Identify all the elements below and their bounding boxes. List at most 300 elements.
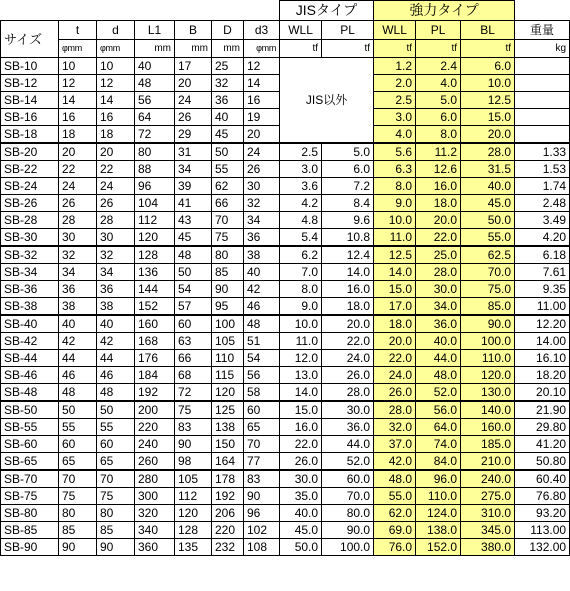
cell-strong-wll: 42.0 [374, 453, 416, 471]
table-row [1, 212, 570, 229]
cell-weight: 76.80 [515, 488, 570, 505]
cell-jis-pl: 30.0 [322, 401, 374, 419]
cell-strong-pl: 96.0 [416, 470, 461, 488]
table-row [1, 470, 570, 488]
unit-d: φmm [97, 40, 135, 58]
cell-size: SB-80 [1, 505, 59, 522]
cell-weight: 20.10 [515, 384, 570, 402]
cell-strong-wll: 6.3 [374, 161, 416, 178]
table-row [1, 143, 570, 161]
cell-jis-pl: 70.0 [322, 488, 374, 505]
cell-big-d: 70 [212, 212, 244, 229]
cell-weight: 1.53 [515, 161, 570, 178]
cell-strong-pl: 34.0 [416, 298, 461, 316]
cell-jis-pl: 6.0 [322, 161, 374, 178]
cell-size: SB-26 [1, 195, 59, 212]
cell-t: 24 [59, 178, 97, 195]
cell-size: SB-34 [1, 264, 59, 281]
cell-jis-pl: 18.0 [322, 298, 374, 316]
cell-strong-pl: 138.0 [416, 522, 461, 539]
cell-strong-pl: 74.0 [416, 436, 461, 453]
cell-jis-wll: 45.0 [280, 522, 322, 539]
cell-strong-pl: 56.0 [416, 401, 461, 419]
cell-strong-bl: 100.0 [461, 333, 515, 350]
cell-strong-pl: 110.0 [416, 488, 461, 505]
cell-strong-bl: 62.5 [461, 246, 515, 264]
cell-strong-bl: 210.0 [461, 453, 515, 471]
col-header-l1: L1 [135, 21, 175, 40]
cell-l1: 360 [135, 539, 175, 556]
cell-big-d: 232 [212, 539, 244, 556]
cell-weight: 1.74 [515, 178, 570, 195]
cell-d3: 60 [244, 401, 280, 419]
cell-t: 30 [59, 229, 97, 247]
cell-big-d: 85 [212, 264, 244, 281]
cell-b: 60 [175, 315, 212, 333]
cell-b: 31 [175, 143, 212, 161]
cell-big-d: 138 [212, 419, 244, 436]
cell-l1: 220 [135, 419, 175, 436]
cell-jis-wll: 26.0 [280, 453, 322, 471]
cell-jis-wll: 4.8 [280, 212, 322, 229]
table-row [1, 350, 570, 367]
cell-jis-pl: 100.0 [322, 539, 374, 556]
cell-t: 70 [59, 470, 97, 488]
cell-d: 32 [97, 246, 135, 264]
cell-jis-wll: 2.5 [280, 143, 322, 161]
cell-weight: 1.33 [515, 143, 570, 161]
cell-b: 98 [175, 453, 212, 471]
cell-big-d: 45 [212, 126, 244, 144]
unit-header-row [1, 40, 570, 58]
cell-b: 90 [175, 436, 212, 453]
cell-jis-wll: 40.0 [280, 505, 322, 522]
cell-t: 26 [59, 195, 97, 212]
cell-l1: 260 [135, 453, 175, 471]
cell-t: 14 [59, 92, 97, 109]
cell-l1: 72 [135, 126, 175, 144]
table-row [1, 178, 570, 195]
cell-jis-wll: 50.0 [280, 539, 322, 556]
cell-d: 10 [97, 58, 135, 75]
cell-l1: 120 [135, 229, 175, 247]
cell-d3: 96 [244, 505, 280, 522]
cell-b: 39 [175, 178, 212, 195]
cell-weight: 132.00 [515, 539, 570, 556]
cell-weight: 93.20 [515, 505, 570, 522]
strong-type-header: 強力タイプ [374, 1, 515, 21]
cell-d: 26 [97, 195, 135, 212]
cell-size: SB-14 [1, 92, 59, 109]
cell-jis-pl: 14.0 [322, 264, 374, 281]
cell-big-d: 25 [212, 58, 244, 75]
cell-d3: 12 [244, 58, 280, 75]
cell-d: 90 [97, 539, 135, 556]
cell-d3: 30 [244, 178, 280, 195]
col-header-jis-pl: PL [322, 21, 374, 40]
cell-strong-wll: 8.0 [374, 178, 416, 195]
cell-d: 55 [97, 419, 135, 436]
cell-d: 46 [97, 367, 135, 384]
jis-type-header: JISタイプ [280, 1, 374, 21]
cell-b: 63 [175, 333, 212, 350]
col-header-weight: 重量 [515, 21, 570, 40]
cell-weight: 29.80 [515, 419, 570, 436]
cell-strong-wll: 9.0 [374, 195, 416, 212]
cell-size: SB-85 [1, 522, 59, 539]
cell-weight: 50.80 [515, 453, 570, 471]
cell-jis-pl: 9.6 [322, 212, 374, 229]
cell-jis-wll: 14.0 [280, 384, 322, 402]
cell-strong-bl: 40.0 [461, 178, 515, 195]
cell-size: SB-16 [1, 109, 59, 126]
cell-t: 40 [59, 315, 97, 333]
cell-d3: 19 [244, 109, 280, 126]
cell-jis-wll: 4.2 [280, 195, 322, 212]
cell-size: SB-70 [1, 470, 59, 488]
cell-big-d: 55 [212, 161, 244, 178]
table-row [1, 401, 570, 419]
cell-jis-wll: 10.0 [280, 315, 322, 333]
table-row [1, 229, 570, 247]
cell-strong-wll: 76.0 [374, 539, 416, 556]
cell-strong-bl: 90.0 [461, 315, 515, 333]
cell-t: 46 [59, 367, 97, 384]
cell-t: 20 [59, 143, 97, 161]
table-row [1, 264, 570, 281]
cell-d: 48 [97, 384, 135, 402]
cell-d3: 58 [244, 384, 280, 402]
cell-b: 50 [175, 264, 212, 281]
cell-d: 85 [97, 522, 135, 539]
cell-big-d: 206 [212, 505, 244, 522]
cell-strong-wll: 62.0 [374, 505, 416, 522]
cell-strong-wll: 11.0 [374, 229, 416, 247]
table-row [1, 436, 570, 453]
cell-d: 14 [97, 92, 135, 109]
cell-d: 30 [97, 229, 135, 247]
cell-strong-pl: 4.0 [416, 75, 461, 92]
cell-strong-pl: 11.2 [416, 143, 461, 161]
cell-d3: 24 [244, 143, 280, 161]
cell-strong-wll: 5.6 [374, 143, 416, 161]
cell-strong-wll: 18.0 [374, 315, 416, 333]
cell-strong-bl: 31.5 [461, 161, 515, 178]
table-row [1, 58, 570, 75]
table-row [1, 419, 570, 436]
cell-strong-bl: 275.0 [461, 488, 515, 505]
cell-t: 48 [59, 384, 97, 402]
cell-strong-wll: 32.0 [374, 419, 416, 436]
cell-size: SB-18 [1, 126, 59, 144]
col-header-jis-wll: WLL [280, 21, 322, 40]
cell-jis-wll: 9.0 [280, 298, 322, 316]
cell-jis-pl: 12.4 [322, 246, 374, 264]
cell-weight [515, 75, 570, 92]
cell-d3: 46 [244, 298, 280, 316]
table-row [1, 333, 570, 350]
cell-jis-wll: 22.0 [280, 436, 322, 453]
cell-l1: 104 [135, 195, 175, 212]
cell-d: 70 [97, 470, 135, 488]
cell-l1: 136 [135, 264, 175, 281]
cell-size: SB-46 [1, 367, 59, 384]
cell-strong-bl: 140.0 [461, 401, 515, 419]
cell-b: 66 [175, 350, 212, 367]
cell-big-d: 178 [212, 470, 244, 488]
cell-size: SB-60 [1, 436, 59, 453]
cell-strong-wll: 12.5 [374, 246, 416, 264]
cell-jis-pl: 60.0 [322, 470, 374, 488]
cell-size: SB-22 [1, 161, 59, 178]
cell-d: 42 [97, 333, 135, 350]
cell-jis-wll: 15.0 [280, 401, 322, 419]
cell-strong-pl: 25.0 [416, 246, 461, 264]
cell-weight: 9.35 [515, 281, 570, 298]
cell-strong-pl: 5.0 [416, 92, 461, 109]
unit-big-d: mm [212, 40, 244, 58]
cell-d3: 26 [244, 161, 280, 178]
cell-strong-bl: 45.0 [461, 195, 515, 212]
cell-jis-wll: 3.0 [280, 161, 322, 178]
cell-big-d: 105 [212, 333, 244, 350]
cell-big-d: 120 [212, 384, 244, 402]
cell-b: 45 [175, 229, 212, 247]
cell-weight: 14.00 [515, 333, 570, 350]
cell-big-d: 192 [212, 488, 244, 505]
cell-weight: 3.49 [515, 212, 570, 229]
cell-b: 112 [175, 488, 212, 505]
cell-d3: 42 [244, 281, 280, 298]
cell-strong-pl: 6.0 [416, 109, 461, 126]
table-row [1, 539, 570, 556]
cell-jis-pl: 20.0 [322, 315, 374, 333]
cell-size: SB-12 [1, 75, 59, 92]
table-row [1, 281, 570, 298]
cell-jis-wll: 11.0 [280, 333, 322, 350]
cell-jis-pl: 7.2 [322, 178, 374, 195]
cell-b: 17 [175, 58, 212, 75]
cell-l1: 40 [135, 58, 175, 75]
cell-strong-bl: 15.0 [461, 109, 515, 126]
cell-b: 83 [175, 419, 212, 436]
cell-big-d: 66 [212, 195, 244, 212]
cell-d3: 36 [244, 229, 280, 247]
cell-strong-wll: 26.0 [374, 384, 416, 402]
cell-d3: 77 [244, 453, 280, 471]
cell-strong-bl: 55.0 [461, 229, 515, 247]
cell-b: 72 [175, 384, 212, 402]
cell-big-d: 32 [212, 75, 244, 92]
cell-d3: 102 [244, 522, 280, 539]
cell-size: SB-40 [1, 315, 59, 333]
cell-d3: 48 [244, 315, 280, 333]
cell-jis-wll: 16.0 [280, 419, 322, 436]
cell-strong-wll: 28.0 [374, 401, 416, 419]
cell-jis-wll: 6.2 [280, 246, 322, 264]
cell-jis-pl: 8.4 [322, 195, 374, 212]
col-header-d: d [97, 21, 135, 40]
cell-size: SB-75 [1, 488, 59, 505]
cell-d3: 34 [244, 212, 280, 229]
cell-d: 38 [97, 298, 135, 316]
table-row [1, 246, 570, 264]
cell-big-d: 90 [212, 281, 244, 298]
cell-l1: 48 [135, 75, 175, 92]
col-header-big-d: D [212, 21, 244, 40]
cell-size: SB-24 [1, 178, 59, 195]
cell-jis-pl: 28.0 [322, 384, 374, 402]
cell-weight: 4.20 [515, 229, 570, 247]
cell-strong-pl: 16.0 [416, 178, 461, 195]
cell-strong-wll: 14.0 [374, 264, 416, 281]
cell-size: SB-65 [1, 453, 59, 471]
cell-b: 48 [175, 246, 212, 264]
cell-strong-bl: 310.0 [461, 505, 515, 522]
cell-d3: 83 [244, 470, 280, 488]
cell-weight [515, 126, 570, 144]
cell-jis-pl: 90.0 [322, 522, 374, 539]
cell-strong-wll: 3.0 [374, 109, 416, 126]
cell-t: 85 [59, 522, 97, 539]
cell-strong-wll: 55.0 [374, 488, 416, 505]
cell-d: 36 [97, 281, 135, 298]
cell-weight [515, 58, 570, 75]
cell-l1: 192 [135, 384, 175, 402]
cell-big-d: 110 [212, 350, 244, 367]
cell-l1: 280 [135, 470, 175, 488]
cell-strong-bl: 160.0 [461, 419, 515, 436]
cell-l1: 112 [135, 212, 175, 229]
cell-t: 22 [59, 161, 97, 178]
cell-jis-pl: 80.0 [322, 505, 374, 522]
cell-jis-pl: 10.8 [322, 229, 374, 247]
cell-strong-wll: 15.0 [374, 281, 416, 298]
cell-l1: 184 [135, 367, 175, 384]
cell-d3: 70 [244, 436, 280, 453]
cell-t: 90 [59, 539, 97, 556]
cell-t: 60 [59, 436, 97, 453]
cell-strong-wll: 10.0 [374, 212, 416, 229]
table-row [1, 505, 570, 522]
cell-t: 12 [59, 75, 97, 92]
cell-jis-wll: 8.0 [280, 281, 322, 298]
cell-big-d: 164 [212, 453, 244, 471]
cell-d3: 65 [244, 419, 280, 436]
cell-d: 40 [97, 315, 135, 333]
cell-strong-pl: 18.0 [416, 195, 461, 212]
cell-big-d: 40 [212, 109, 244, 126]
cell-jis-wll: 35.0 [280, 488, 322, 505]
cell-t: 34 [59, 264, 97, 281]
blank-header-area [1, 1, 280, 21]
cell-b: 128 [175, 522, 212, 539]
cell-b: 68 [175, 367, 212, 384]
cell-strong-pl: 30.0 [416, 281, 461, 298]
cell-d3: 38 [244, 246, 280, 264]
cell-weight: 16.10 [515, 350, 570, 367]
cell-size: SB-90 [1, 539, 59, 556]
cell-big-d: 150 [212, 436, 244, 453]
cell-t: 55 [59, 419, 97, 436]
cell-jis-wll: 13.0 [280, 367, 322, 384]
cell-size: SB-48 [1, 384, 59, 402]
cell-big-d: 75 [212, 229, 244, 247]
cell-big-d: 62 [212, 178, 244, 195]
cell-d: 65 [97, 453, 135, 471]
cell-big-d: 100 [212, 315, 244, 333]
cell-d3: 90 [244, 488, 280, 505]
cell-d: 18 [97, 126, 135, 144]
cell-t: 44 [59, 350, 97, 367]
blank-header-right [515, 1, 570, 21]
cell-strong-bl: 130.0 [461, 384, 515, 402]
cell-strong-bl: 20.0 [461, 126, 515, 144]
cell-jis-pl: 52.0 [322, 453, 374, 471]
cell-strong-pl: 2.4 [416, 58, 461, 75]
cell-strong-pl: 124.0 [416, 505, 461, 522]
cell-d3: 40 [244, 264, 280, 281]
cell-t: 50 [59, 401, 97, 419]
cell-weight: 6.18 [515, 246, 570, 264]
cell-d3: 16 [244, 92, 280, 109]
unit-jis-pl: tf [322, 40, 374, 58]
cell-t: 28 [59, 212, 97, 229]
cell-b: 20 [175, 75, 212, 92]
cell-d: 60 [97, 436, 135, 453]
cell-d: 22 [97, 161, 135, 178]
cell-size: SB-28 [1, 212, 59, 229]
cell-d3: 32 [244, 195, 280, 212]
cell-strong-bl: 50.0 [461, 212, 515, 229]
cell-strong-bl: 120.0 [461, 367, 515, 384]
unit-l1: mm [135, 40, 175, 58]
cell-jis-wll: 30.0 [280, 470, 322, 488]
cell-weight: 21.90 [515, 401, 570, 419]
cell-strong-pl: 28.0 [416, 264, 461, 281]
cell-b: 57 [175, 298, 212, 316]
cell-strong-pl: 8.0 [416, 126, 461, 144]
cell-jis-pl: 44.0 [322, 436, 374, 453]
cell-strong-wll: 1.2 [374, 58, 416, 75]
cell-size: SB-44 [1, 350, 59, 367]
cell-strong-wll: 24.0 [374, 367, 416, 384]
cell-weight [515, 109, 570, 126]
cell-jis-pl: 16.0 [322, 281, 374, 298]
cell-t: 16 [59, 109, 97, 126]
cell-weight: 18.20 [515, 367, 570, 384]
cell-strong-bl: 6.0 [461, 58, 515, 75]
cell-strong-wll: 20.0 [374, 333, 416, 350]
cell-size: SB-30 [1, 229, 59, 247]
cell-b: 105 [175, 470, 212, 488]
cell-weight: 11.00 [515, 298, 570, 316]
cell-size: SB-38 [1, 298, 59, 316]
cell-t: 36 [59, 281, 97, 298]
unit-strong-wll: tf [374, 40, 416, 58]
cell-t: 10 [59, 58, 97, 75]
cell-strong-pl: 64.0 [416, 419, 461, 436]
cell-jis-pl: 22.0 [322, 333, 374, 350]
cell-jis-wll: 3.6 [280, 178, 322, 195]
cell-strong-bl: 380.0 [461, 539, 515, 556]
cell-l1: 160 [135, 315, 175, 333]
table-row [1, 161, 570, 178]
cell-strong-wll: 17.0 [374, 298, 416, 316]
table-row [1, 453, 570, 471]
cell-l1: 64 [135, 109, 175, 126]
cell-weight: 12.20 [515, 315, 570, 333]
